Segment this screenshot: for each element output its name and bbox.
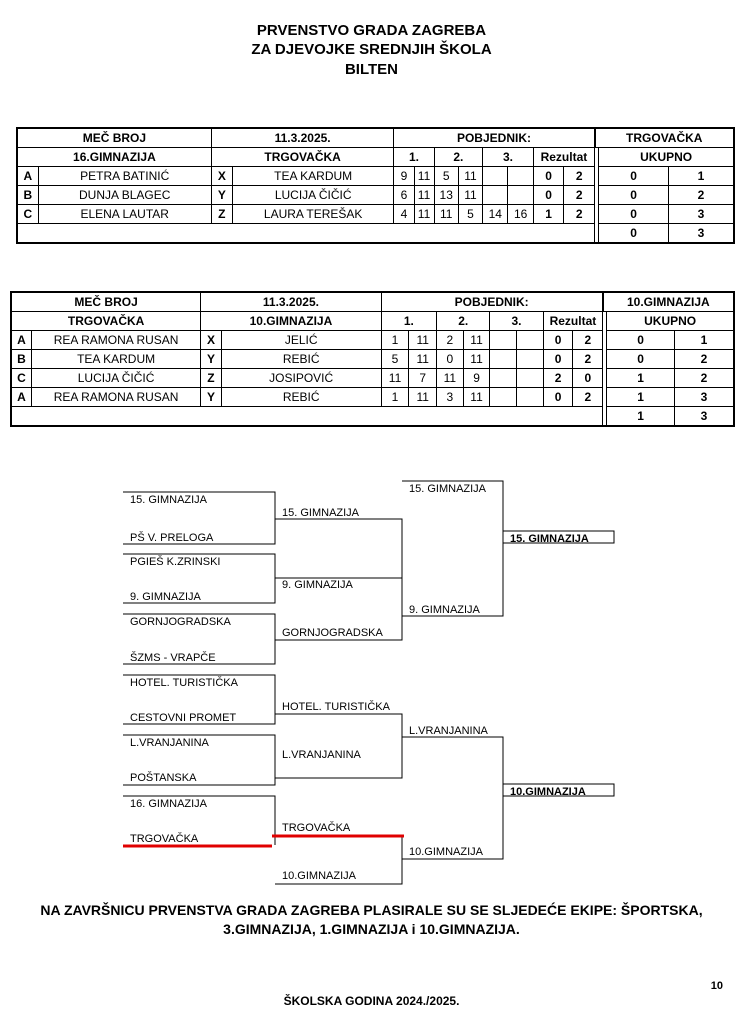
total-score: 1 [607, 369, 675, 388]
set-score: 11 [409, 331, 437, 350]
player-right-name: JELIĆ [221, 331, 381, 350]
player-right-name: REBIĆ [221, 350, 381, 369]
total-score: 0 [599, 205, 669, 224]
result-header: Rezultat [543, 312, 602, 331]
player-right-letter: Y [201, 388, 222, 407]
bracket-r1-team: PGIEŠ K.ZRINSKI [130, 556, 221, 568]
doc-title-1: PRVENSTVO GRADA ZAGREBA [256, 22, 487, 39]
qualification-note-2: 3.GIMNAZIJA, 1.GIMNAZIJA i 10.GIMNAZIJA. [223, 921, 520, 937]
team-left: 16.GIMNAZIJA [17, 148, 211, 167]
player-left-name: PETRA BATINIĆ [38, 167, 211, 186]
final-score-right: 3 [668, 224, 734, 244]
bracket-r2-team: HOTEL. TURISTIČKA [282, 701, 390, 713]
set-score: 0 [437, 350, 464, 369]
player-right-name: LAURA TEREŠAK [232, 205, 394, 224]
footer-school-year: ŠKOLSKA GODINA 2024./2025. [283, 994, 460, 1008]
player-left-letter: C [11, 369, 32, 388]
player-left-letter: A [17, 167, 38, 186]
player-left-letter: B [17, 186, 38, 205]
player-left-name: DUNJA BLAGEC [38, 186, 211, 205]
result-score: 0 [573, 369, 603, 388]
player-right-letter: X [211, 167, 232, 186]
player-left-name: LUCIJA ČIČIĆ [32, 369, 201, 388]
set-1-header: 1. [381, 312, 436, 331]
bracket-finalist: 10.GIMNAZIJA [510, 786, 586, 798]
set-score: 6 [394, 186, 414, 205]
bracket-r1-team: GORNJOGRADSKA [130, 616, 231, 628]
result-header: Rezultat [533, 148, 594, 167]
team-right: TRGOVAČKA [211, 148, 394, 167]
total-score: 0 [599, 167, 669, 186]
team-left: TRGOVAČKA [11, 312, 201, 331]
bracket-r2-team: TRGOVAČKA [282, 822, 351, 834]
total-score: 0 [607, 331, 675, 350]
total-score: 0 [599, 186, 669, 205]
bracket-r3-team: 15. GIMNAZIJA [409, 483, 487, 495]
total-score: 3 [674, 388, 734, 407]
player-right-letter: Y [201, 350, 222, 369]
player-right-name: TEA KARDUM [232, 167, 394, 186]
match-label: MEČ BROJ [17, 128, 211, 148]
result-score: 2 [564, 205, 595, 224]
total-header: UKUPNO [599, 148, 734, 167]
bracket-r3-team: L.VRANJANINA [409, 725, 488, 737]
winner-name: TRGOVAČKA [595, 128, 734, 148]
total-score: 1 [668, 167, 734, 186]
bracket-r1-team: 16. GIMNAZIJA [130, 798, 208, 810]
set-1-header: 1. [394, 148, 434, 167]
bracket-r1-team: HOTEL. TURISTIČKA [130, 677, 238, 689]
bracket-r2-team: 15. GIMNAZIJA [282, 507, 360, 519]
set-2-header: 2. [437, 312, 490, 331]
result-score: 2 [573, 331, 603, 350]
result-score: 0 [533, 186, 564, 205]
set-score: 5 [434, 167, 458, 186]
total-score: 0 [607, 350, 675, 369]
set-score: 7 [409, 369, 437, 388]
set-score: 11 [414, 186, 434, 205]
result-score: 2 [573, 350, 603, 369]
total-score: 2 [674, 350, 734, 369]
bracket-r3-team: 10.GIMNAZIJA [409, 846, 483, 858]
set-score: 5 [458, 205, 482, 224]
set-3-header: 3. [483, 148, 534, 167]
bracket-r1-team: L.VRANJANINA [130, 737, 209, 749]
player-left-name: REA RAMONA RUSAN [32, 388, 201, 407]
set-score: 3 [437, 388, 464, 407]
bracket-r1-team: TRGOVAČKA [130, 833, 199, 845]
bracket-r1-team: ŠZMS - VRAPČE [130, 652, 216, 664]
doc-title-3: BILTEN [344, 61, 399, 78]
set-score: 11 [463, 350, 490, 369]
set-score: 1 [381, 331, 409, 350]
bracket-r3-team: 9. GIMNAZIJA [409, 604, 480, 616]
player-right-letter: Z [211, 205, 232, 224]
set-score: 11 [381, 369, 409, 388]
player-right-name: JOSIPOVIĆ [221, 369, 381, 388]
player-right-letter: Y [211, 186, 232, 205]
set-score: 11 [458, 167, 482, 186]
player-right-letter: Z [201, 369, 222, 388]
winner-label: POBJEDNIK: [381, 292, 602, 312]
result-score: 0 [543, 388, 573, 407]
total-score: 2 [674, 369, 734, 388]
bracket-r2-team: 10.GIMNAZIJA [282, 870, 356, 882]
set-score: 9 [463, 369, 490, 388]
doc-title-2: ZA DJEVOJKE SREDNJIH ŠKOLA [251, 41, 492, 58]
set-3-header: 3. [490, 312, 543, 331]
set-score: 16 [508, 205, 533, 224]
set-score: 11 [458, 186, 482, 205]
bracket-r1-team: 15. GIMNAZIJA [130, 494, 208, 506]
set-score: 5 [381, 350, 409, 369]
player-left-letter: A [11, 331, 32, 350]
player-left-name: ELENA LAUTAR [38, 205, 211, 224]
bracket-finalist: 15. GIMNAZIJA [510, 533, 589, 545]
result-score: 2 [573, 388, 603, 407]
result-score: 1 [533, 205, 564, 224]
final-score-left: 1 [607, 407, 675, 427]
set-score: 11 [409, 350, 437, 369]
total-score: 3 [668, 205, 734, 224]
match-label: MEČ BROJ [11, 292, 201, 312]
player-left-name: TEA KARDUM [32, 350, 201, 369]
player-left-name: REA RAMONA RUSAN [32, 331, 201, 350]
set-score: 11 [463, 331, 490, 350]
total-score: 1 [674, 331, 734, 350]
result-score: 0 [533, 167, 564, 186]
player-right-letter: X [201, 331, 222, 350]
total-score: 1 [607, 388, 675, 407]
result-score: 0 [543, 331, 573, 350]
set-score: 4 [394, 205, 414, 224]
set-score: 9 [394, 167, 414, 186]
result-score: 2 [564, 186, 595, 205]
bracket-r1-team: CESTOVNI PROMET [130, 712, 237, 724]
player-right-name: REBIĆ [221, 388, 381, 407]
set-score: 11 [437, 369, 464, 388]
player-left-letter: A [11, 388, 32, 407]
result-score: 2 [564, 167, 595, 186]
result-score: 2 [543, 369, 573, 388]
team-right: 10.GIMNAZIJA [201, 312, 381, 331]
set-score: 2 [437, 331, 464, 350]
final-score-right: 3 [674, 407, 734, 427]
set-score: 11 [414, 167, 434, 186]
match-date: 11.3.2025. [201, 292, 381, 312]
set-score: 13 [434, 186, 458, 205]
set-2-header: 2. [434, 148, 483, 167]
match-date: 11.3.2025. [211, 128, 394, 148]
bracket-r2-team: GORNJOGRADSKA [282, 627, 383, 639]
set-score: 11 [463, 388, 490, 407]
set-score: 1 [381, 388, 409, 407]
bracket-r2-team: 9. GIMNAZIJA [282, 579, 353, 591]
qualification-note-1: NA ZAVRŠNICU PRVENSTVA GRADA ZAGREBA PLASIRALE SU SE SLJEDEĆE EKIPE: ŠPORTSKA, [40, 902, 703, 918]
player-left-letter: B [11, 350, 32, 369]
winner-label: POBJEDNIK: [394, 128, 595, 148]
total-header: UKUPNO [607, 312, 734, 331]
winner-name: 10.GIMNAZIJA [603, 292, 734, 312]
final-score-left: 0 [599, 224, 669, 244]
set-score: 11 [409, 388, 437, 407]
page-number: 10 [710, 980, 723, 992]
player-left-letter: C [17, 205, 38, 224]
set-score: 14 [483, 205, 508, 224]
bracket-r1-team: 9. GIMNAZIJA [130, 591, 201, 603]
player-right-name: LUCIJA ČIČIĆ [232, 186, 394, 205]
set-score: 11 [414, 205, 434, 224]
bracket-r2-team: L.VRANJANINA [282, 749, 361, 761]
result-score: 0 [543, 350, 573, 369]
set-score: 11 [434, 205, 458, 224]
bracket-r1-team: POŠTANSKA [130, 772, 197, 784]
bracket-r1-team: PŠ V. PRELOGA [130, 532, 214, 544]
total-score: 2 [668, 186, 734, 205]
